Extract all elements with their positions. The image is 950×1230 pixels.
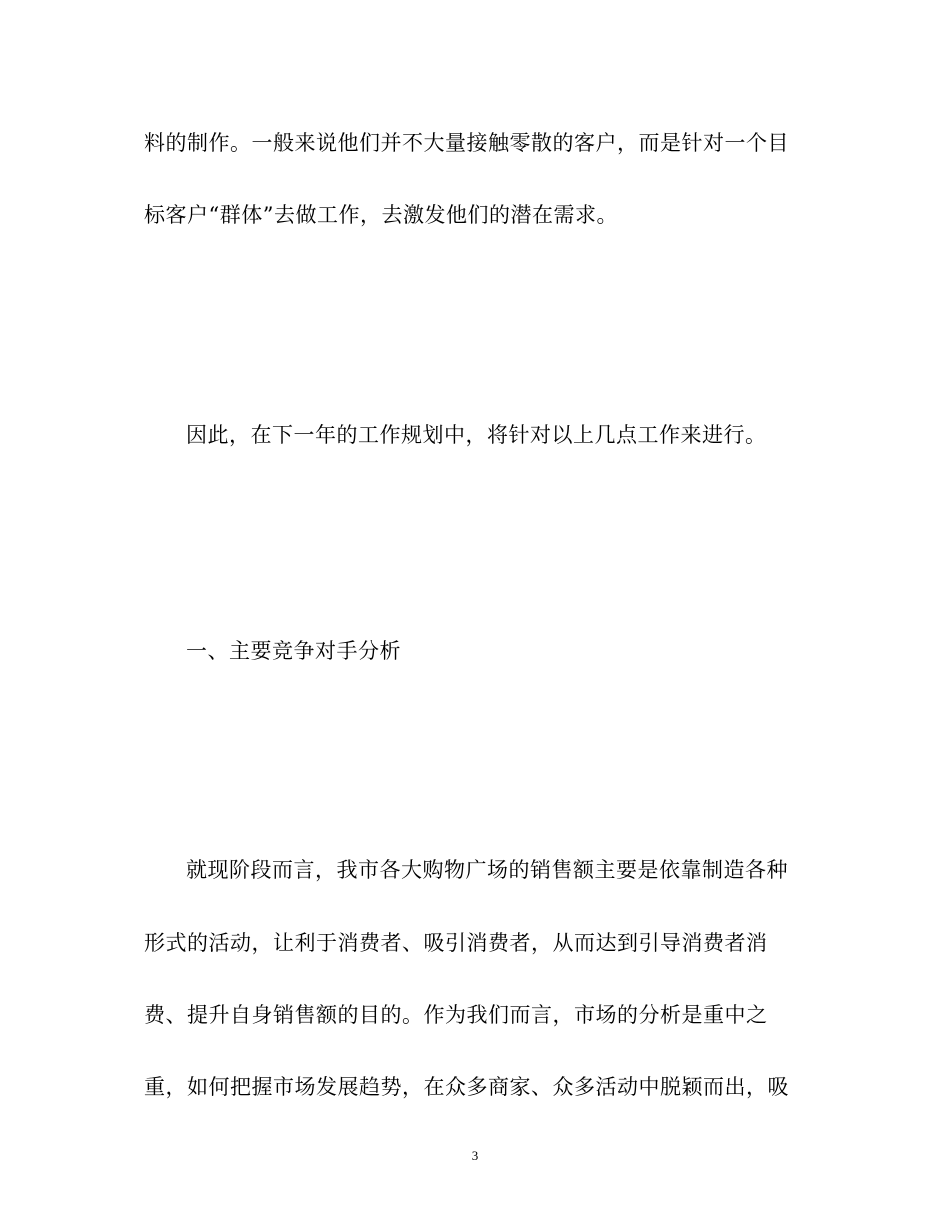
section-heading: 一、主要竞争对手分析 — [186, 639, 401, 663]
paragraph-line: 就现阶段而言，我市各大购物广场的销售额主要是依靠制造各种 — [186, 858, 788, 882]
text-line: 标客户“群体”去做工作，去激发他们的潜在需求。 — [144, 203, 618, 227]
page-number: 3 — [471, 1148, 479, 1163]
text-line: 费、提升自身销售额的目的。作为我们而言，市场的分析是重中之 — [144, 1003, 768, 1027]
paragraph-line: 因此，在下一年的工作规划中，将针对以上几点工作来进行。 — [186, 423, 767, 447]
text-line: 形式的活动，让利于消费者、吸引消费者，从而达到引导消费者消 — [144, 931, 768, 955]
text-line: 重，如何把握市场发展趋势，在众多商家、众多活动中脱颖而出，吸 — [144, 1075, 789, 1099]
text-line: 料的制作。一般来说他们并不大量接触零散的客户，而是针对一个目 — [144, 131, 789, 155]
